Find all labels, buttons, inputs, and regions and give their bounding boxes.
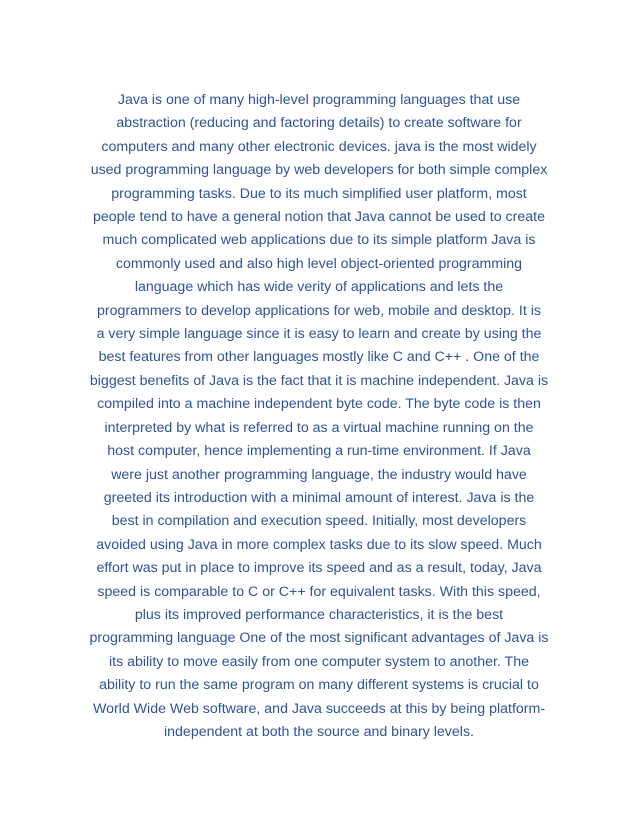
paragraph-line: people tend to have a general notion that Java cannot be used to create bbox=[93, 209, 545, 226]
paragraph-line: independent at both the source and binary levels. bbox=[164, 723, 474, 740]
paragraph-line: greeted its introduction with a minimal amount of interest. Java is the bbox=[103, 489, 535, 506]
paragraph-line: best features from other languages mostly like C and C++ . One of the bbox=[98, 349, 540, 366]
paragraph-line: World Wide Web software, and Java succeeds at this by being platform- bbox=[92, 700, 546, 717]
paragraph-line: Java is one of many high-level programming languages that use bbox=[117, 92, 521, 108]
paragraph-line: a very simple language since it is easy to learn and create by using the bbox=[96, 326, 542, 343]
paragraph-line: much complicated web applications due to its simple platform Java is bbox=[102, 232, 536, 249]
paragraph-line: biggest benefits of Java is the fact that it is machine independent. Java is bbox=[89, 372, 549, 389]
paragraph-line: abstraction (reducing and factoring details) to create software for bbox=[116, 115, 522, 132]
paragraph-line: ability to run the same program on many different systems is crucial to bbox=[99, 677, 539, 694]
paragraph-line: programmers to develop applications for web, mobile and desktop. It is bbox=[97, 302, 541, 319]
body-paragraph bbox=[60, 89, 578, 744]
paragraph-line: used programming language by web developers for both simple complex bbox=[90, 162, 548, 179]
paragraph-line: best in compilation and execution speed. Initially, most developers bbox=[111, 513, 527, 530]
paragraph-line: programming language One of the most significant advantages of Java is bbox=[89, 630, 549, 647]
paragraph-line: effort was put in place to improve its speed and as a result, today, Java bbox=[96, 560, 542, 577]
paragraph-line: computers and many other electronic devices. java is the most widely bbox=[101, 138, 537, 155]
paragraph-line: its ability to move easily from one computer system to another. The bbox=[108, 653, 530, 670]
paragraph-line: speed is comparable to C or C++ for equivalent tasks. With this speed, bbox=[97, 583, 541, 600]
paragraph-line: programming tasks. Due to its much simplified user platform, most bbox=[111, 185, 527, 202]
paragraph-line: avoided using Java in more complex tasks due to its slow speed. Much bbox=[96, 536, 542, 553]
paragraph-line: language which has wide verity of applications and lets the bbox=[134, 279, 504, 296]
paragraph-line: compiled into a machine independent byte code. The byte code is then bbox=[97, 396, 541, 413]
paragraph-line: commonly used and also high level object-oriented programming bbox=[115, 255, 523, 272]
paragraph-line: interpreted by what is referred to as a virtual machine running on the bbox=[104, 419, 534, 436]
paragraph-line: were just another programming language, the industry would have bbox=[111, 466, 527, 483]
paragraph-line: plus its improved performance characteristics, it is the best bbox=[134, 606, 504, 623]
paragraph-line: host computer, hence implementing a run-time environment. If Java bbox=[107, 443, 531, 460]
